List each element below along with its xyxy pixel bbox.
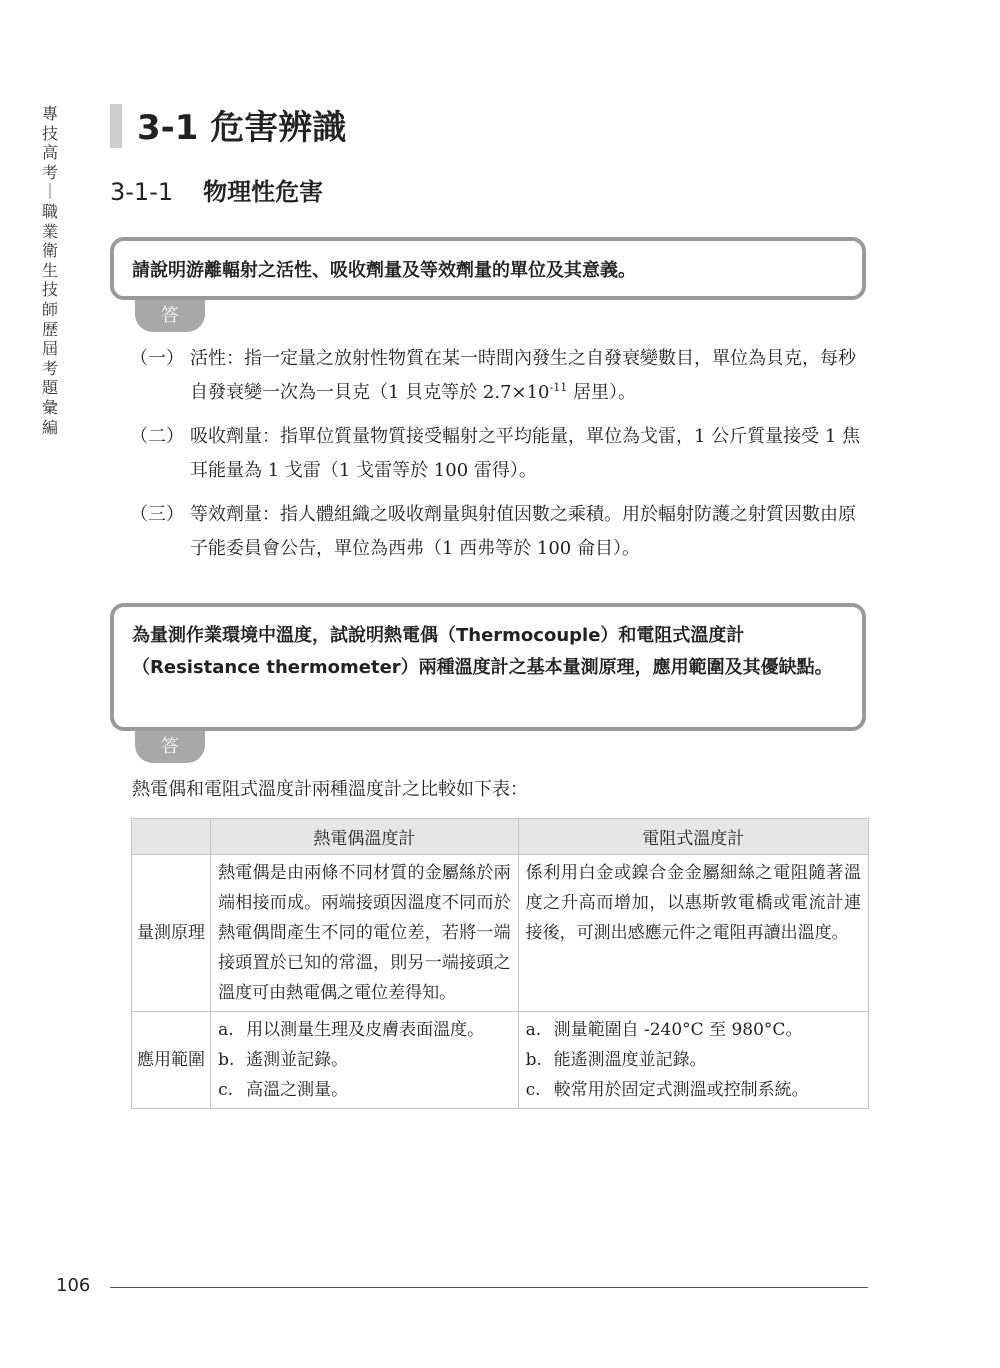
list-item: b. 遙測並記錄。	[218, 1050, 349, 1070]
table-row-principle	[132, 855, 869, 1012]
question-text: 為量測作業環境中溫度，試說明熱電偶（Thermocouple）和電阻式溫度計（Resistance thermometer）兩種溫度計之基本量測原理，應用範圍及其優缺點。	[132, 625, 833, 678]
section-subtitle	[110, 174, 323, 210]
answer-text: 活性：指一定量之放射性物質在某一時間內發生之自發衰變數目，單位為貝克，每秒自發衰變一次為一貝克（1 貝克等於 2.7×10	[190, 348, 856, 403]
comparison-table	[131, 818, 869, 1109]
answer-item	[130, 420, 870, 488]
list-item: b. 能遙測溫度並記錄。	[525, 1050, 707, 1070]
header-thermocouple: 熱電偶溫度計	[211, 819, 519, 855]
list-item: a. 用以測量生理及皮膚表面溫度。	[218, 1020, 485, 1040]
page-number: 106	[56, 1275, 91, 1296]
title-accent-bar	[110, 104, 122, 148]
list-item: a. 測量範圍自 -240°C 至 980°C。	[525, 1020, 803, 1040]
table-intro: 熱電偶和電阻式溫度計兩種溫度計之比較如下表：	[132, 779, 528, 800]
table-row-application	[132, 1012, 869, 1109]
list-item: c. 較常用於固定式測溫或控制系統。	[525, 1080, 809, 1100]
cell-principle-resistance: 係利用白金或鎳合金金屬細絲之電阻隨著溫度之升高而增加，以惠斯敦電橋或電流計連接後，可測出感應元件之電阻再讀出溫度。	[518, 855, 868, 1012]
footer-rule	[110, 1287, 868, 1288]
table-header-row	[132, 819, 869, 855]
running-header-vertical: 專技高考｜職業衛生技師歷屆考題彙編	[41, 104, 58, 437]
section-number: 3-1-1	[110, 178, 174, 206]
answer-tab: 答	[135, 300, 205, 332]
exponent: -11	[549, 381, 568, 394]
section-name: 物理性危害	[203, 178, 324, 206]
row-label-principle: 量測原理	[132, 855, 211, 1012]
chapter-title: 3-1 危害辨識	[137, 108, 347, 148]
question-box-1	[110, 237, 866, 300]
answer-text: 吸收劑量：指單位質量物質接受輻射之平均能量，單位為戈雷，1 公斤質量接受 1 焦耳能量為 1 戈雷（1 戈雷等於 100 雷得）。	[190, 426, 861, 481]
answer-tab: 答	[135, 731, 205, 763]
header-resistance: 電阻式溫度計	[518, 819, 868, 855]
question-box-2	[110, 603, 866, 731]
item-marker: （三）	[130, 504, 184, 525]
question-text: 請說明游離輻射之活性、吸收劑量及等效劑量的單位及其意義。	[132, 260, 636, 281]
cell-application-resistance	[518, 1012, 868, 1109]
cell-application-thermocouple	[211, 1012, 519, 1109]
answer-item	[130, 498, 870, 566]
answer-item	[130, 342, 870, 410]
answer-text-tail: 居里）。	[567, 382, 636, 403]
row-label-application: 應用範圍	[132, 1012, 211, 1109]
item-marker: （一）	[130, 348, 184, 369]
header-empty	[132, 819, 211, 855]
answer-text: 等效劑量：指人體組織之吸收劑量與射值因數之乘積。用於輻射防護之射質因數由原子能委員會公告，單位為西弗（1 西弗等於 100 侖目）。	[190, 504, 856, 559]
list-item: c. 高溫之測量。	[218, 1080, 349, 1100]
cell-principle-thermocouple: 熱電偶是由兩條不同材質的金屬絲於兩端相接而成。兩端接頭因溫度不同而於熱電偶間產生不同的電位差，若將一端接頭置於已知的常溫，則另一端接頭之溫度可由熱電偶之電位差得知。	[211, 855, 519, 1012]
item-marker: （二）	[130, 426, 184, 447]
